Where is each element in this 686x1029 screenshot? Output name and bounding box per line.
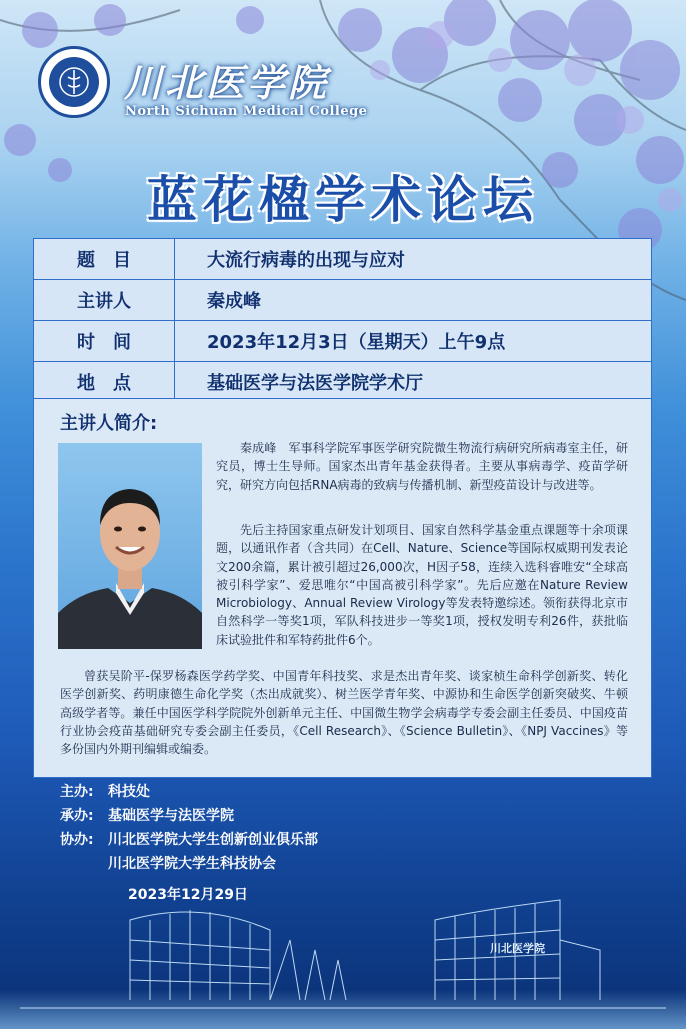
forum-title: 蓝花楹学术论坛 — [147, 171, 539, 229]
speaker-value: 秦成峰 — [175, 280, 652, 321]
speaker-photo — [58, 443, 202, 649]
college-name-logotype: 川北医学院 — [124, 60, 330, 105]
issue-date: 2023年12月29日 — [128, 887, 248, 903]
co-organizer-1: 川北医学院大学生创新创业俱乐部 — [108, 832, 318, 848]
campus-skyline-illustration — [0, 880, 686, 1029]
co-organizer-label: 协办: — [60, 832, 94, 848]
host-value: 科技处 — [108, 784, 150, 800]
bio-heading: 主讲人简介: — [60, 413, 158, 434]
location-value: 基础医学与法医学院学术厅 — [175, 362, 652, 403]
bio-paragraph-2: 先后主持国家重点研发计划项目、国家自然科学基金重点课题等十余项课题，以通讯作者（含共同）在Cell、Nature、Science等国际权威期刊发表论文200余篇，累计被引超过26,000次，H因子58，连续入选科睿唯安“全球高被引科学家”、爱思唯尔“中国高被引科学家”。先后应邀在Nature Review Microbiology、Annual Review Virology等发表特邀综述。领衔获得北京市自然科学一等奖1项，军队科技进步一等奖1项，授权发明专利26件，获批临床试验批件和军特药批件6个。 — [216, 523, 628, 647]
host-label: 主办: — [60, 784, 94, 800]
co-organizer-2: 川北医学院大学生科技协会 — [108, 856, 276, 872]
speaker-bio-box — [33, 398, 652, 778]
time-value: 2023年12月3日（星期天）上午9点 — [175, 321, 652, 362]
building-sign-text: 川北医学院 — [490, 942, 545, 955]
table-row — [34, 321, 652, 362]
undertake-value: 基础医学与法医学院 — [108, 808, 234, 824]
bio-paragraph-1: 秦成峰 军事科学院军事医学研究院微生物流行病研究所病毒室主任，研究员，博士生导师。国家杰出青年基金获得者。主要从事病毒学、疫苗学研究，研究方向包括RNA病毒的致病与传播机制、新型疫苗设计与改进等。 — [216, 441, 628, 492]
bio-paragraph-3: 曾获吴阶平-保罗杨森医学药学奖、中国青年科技奖、求是杰出青年奖、谈家桢生命科学创新奖、转化医学创新奖、药明康德生命化学奖（杰出成就奖）、树兰医学青年奖、中源协和生命医学创新突破奖、牛顿高级学者等。兼任中国医学科学院院外创新单元主任、中国微生物学会病毒学专委会副主任委员、中国疫苗行业协会疫苗基础研究专委会副主任委员，《Cell Research》、《Science Bulletin》、《NPJ Vaccines》等多份国内外期刊编辑或编委。 — [60, 669, 628, 757]
undertake-label: 承办: — [60, 808, 94, 824]
lecture-info-table — [33, 238, 652, 403]
topic-value: 大流行病毒的出现与应对 — [175, 239, 652, 280]
table-row — [34, 362, 652, 403]
table-row — [34, 239, 652, 280]
time-label: 时 间 — [34, 321, 175, 362]
college-seal-logo — [38, 46, 110, 118]
speaker-label: 主讲人 — [34, 280, 175, 321]
organizers-block — [60, 780, 318, 876]
topic-label: 题 目 — [34, 239, 175, 280]
location-label: 地 点 — [34, 362, 175, 403]
college-english-name: North Sichuan Medical College — [125, 104, 368, 119]
table-row — [34, 280, 652, 321]
